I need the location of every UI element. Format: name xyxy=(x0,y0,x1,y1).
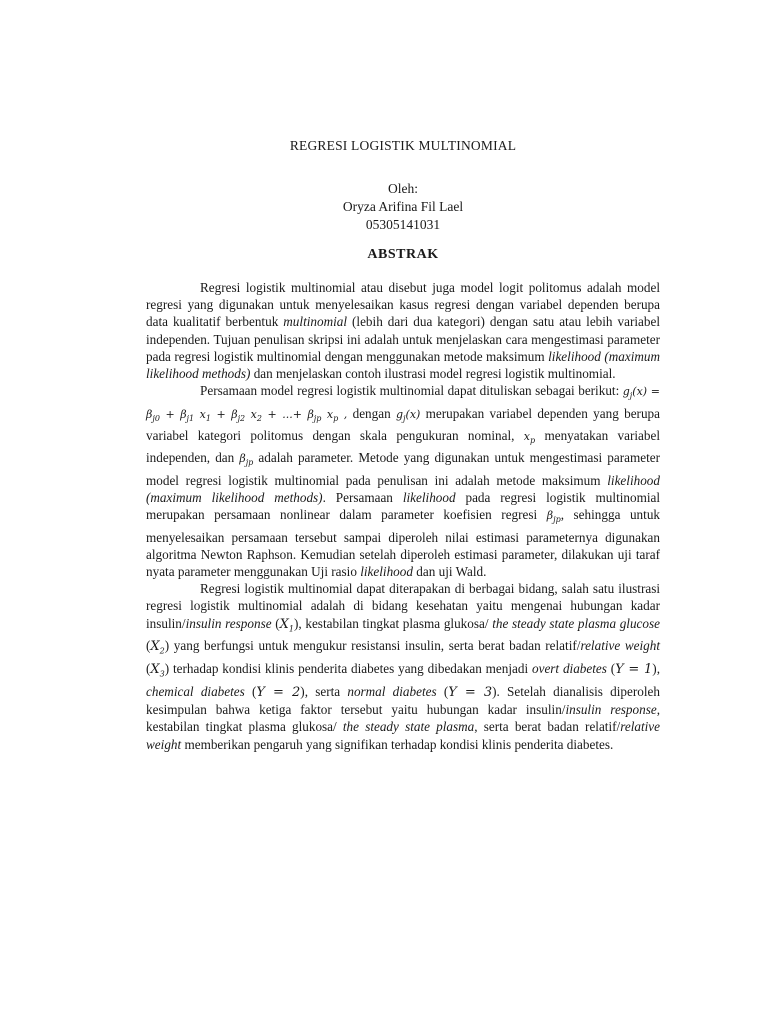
italic-term: chemical diabetes xyxy=(146,683,245,699)
italic-term: normal diabetes xyxy=(347,683,437,699)
paragraph-3 xyxy=(146,580,660,753)
text-run: (lebih dari dua kategori) dengan satu atau lebih variabel independen. Tujuan penulisan skripsi ini adalah untuk menjelaskan cara mengestimasi parameter pada regresi logistik multinomial dengan menggunakan metode maksimum xyxy=(146,314,660,364)
text-run: ) yang berfungsi untuk mengukur resistansi insulin, serta berat badan relatif/ xyxy=(164,638,581,654)
text-run: pada regresi logistik multinomial merupakan persamaan nonlinear dalam parameter koefisien regresi xyxy=(146,489,661,523)
italic-term: likelihood xyxy=(360,563,413,579)
text-run: ), serta xyxy=(300,683,348,699)
math-expression: Y = 3 xyxy=(448,684,493,700)
italic-term: likelihood (maximum likelihood methods) xyxy=(146,348,661,382)
text-run: ( xyxy=(146,638,151,654)
text-run: , serta berat badan relatif/ xyxy=(474,719,621,735)
author-block xyxy=(146,180,660,234)
text-run: . Persamaan xyxy=(322,489,403,505)
text-run: dan menjelaskan contoh ilustrasi model regresi logistik multinomial. xyxy=(250,366,616,382)
text-run: ( xyxy=(436,683,449,699)
text-run: Persamaan model regresi logistik multinomial dapat dituliskan sebagai berikut: xyxy=(200,383,623,399)
text-run: ( xyxy=(271,615,280,631)
math-expression: $X_3$ xyxy=(150,662,165,679)
text-run: dengan xyxy=(347,405,396,421)
italic-term: the steady state plasma glucose xyxy=(492,615,660,631)
text-run: ), kestabilan tingkat plasma glukosa/ xyxy=(294,615,493,631)
text-run: Regresi logistik multinomial atau disebut juga model logit politomus adalah model regresi yang digunakan untuk menyelesaikan kasus regresi dengan variabel dependen berupa data kualitatif berbentuk xyxy=(146,280,660,330)
text-run: menyatakan variabel independen, dan xyxy=(146,428,660,466)
italic-term: likelihood (maximum likelihood methods) xyxy=(146,472,660,505)
text-run: memberikan pengaruh yang signifikan terhadap kondisi klinis penderita diabetes. xyxy=(181,736,614,752)
italic-term: likelihood xyxy=(402,489,456,505)
document-title: REGRESI LOGISTIK MULTINOMIAL xyxy=(289,138,517,153)
math-expression: $X_2$ xyxy=(150,639,165,656)
text-run: ), xyxy=(652,661,660,677)
math-expression: Y = 2 xyxy=(256,684,301,700)
italic-term: multinomial xyxy=(283,314,348,330)
text-run: ( xyxy=(606,661,616,677)
author-name: Oryza Arifina Fil Lael xyxy=(342,199,464,214)
math-expression: $g_j(x) = \beta_{j0} + \beta_{j1}$ $x_1 + \beta_{j2}$ $x_2$ + ...+ $\beta_{jp}$ $x_p$ , xyxy=(146,385,660,423)
text-run: Regresi logistik multinomial dapat diterapakan di berbagai bidang, salah satu ilustrasi regresi logistik multinomial adalah di bidang kesehatan yaitu mengenai hubungan kadar insulin/ xyxy=(146,581,660,631)
text-run: merupakan variabel dependen yang berupa variabel kategori politomus dengan skala pengukuran nominal, xyxy=(146,405,660,443)
text-run: ( xyxy=(146,661,151,677)
student-id: 05305141031 xyxy=(365,217,441,232)
text-run: ( xyxy=(244,683,257,699)
paragraph-2 xyxy=(146,382,660,580)
italic-term: relative weight xyxy=(146,719,660,752)
math-expression: Y = 1 xyxy=(615,662,653,678)
text-run: , sehingga untuk menyelesaikan persamaan tersebut sampai diperoleh nilai estimasi parameternya digunakan algoritma Newton Raphson. Kemudian setelah diperoleh estimasi parameter, dilakukan uji taraf nyata parameter menggunakan Uji rasio xyxy=(146,507,661,579)
paragraph-1 xyxy=(146,279,660,382)
math-expression: $\beta_{jp}$ xyxy=(239,452,254,468)
math-expression: $X_1$ xyxy=(279,616,294,634)
text-run: ). Setelah dianalisis diperoleh kesimpulan bahwa ketiga faktor tersebut yaitu hubungan kadar insulin/ xyxy=(146,683,660,718)
math-expression: $g_j(x)$ xyxy=(396,407,421,423)
section-heading: ABSTRAK xyxy=(367,247,439,262)
italic-term: insulin response xyxy=(185,615,272,631)
italic-term: overt diabetes xyxy=(532,661,607,677)
text-run: , kestabilan tingkat plasma glukosa/ xyxy=(146,702,660,735)
text-run: ) terhadap kondisi klinis penderita diabetes yang dibedakan menjadi xyxy=(164,661,532,677)
abstract-body xyxy=(146,279,660,753)
italic-term: the steady state plasma xyxy=(342,719,475,735)
italic-term: relative weight xyxy=(580,638,661,654)
text-run: adalah parameter. Metode yang digunakan untuk mengestimasi parameter model regresi logistik multinomial pada penulisan ini adalah metode maksimum xyxy=(146,450,660,488)
by-label: Oleh: xyxy=(388,181,418,196)
math-expression: $x_p$ xyxy=(523,430,536,446)
math-expression: $\beta_{jp}$ xyxy=(546,509,561,525)
text-run: dan uji Wald. xyxy=(412,563,487,579)
italic-term: insulin response xyxy=(565,702,657,718)
